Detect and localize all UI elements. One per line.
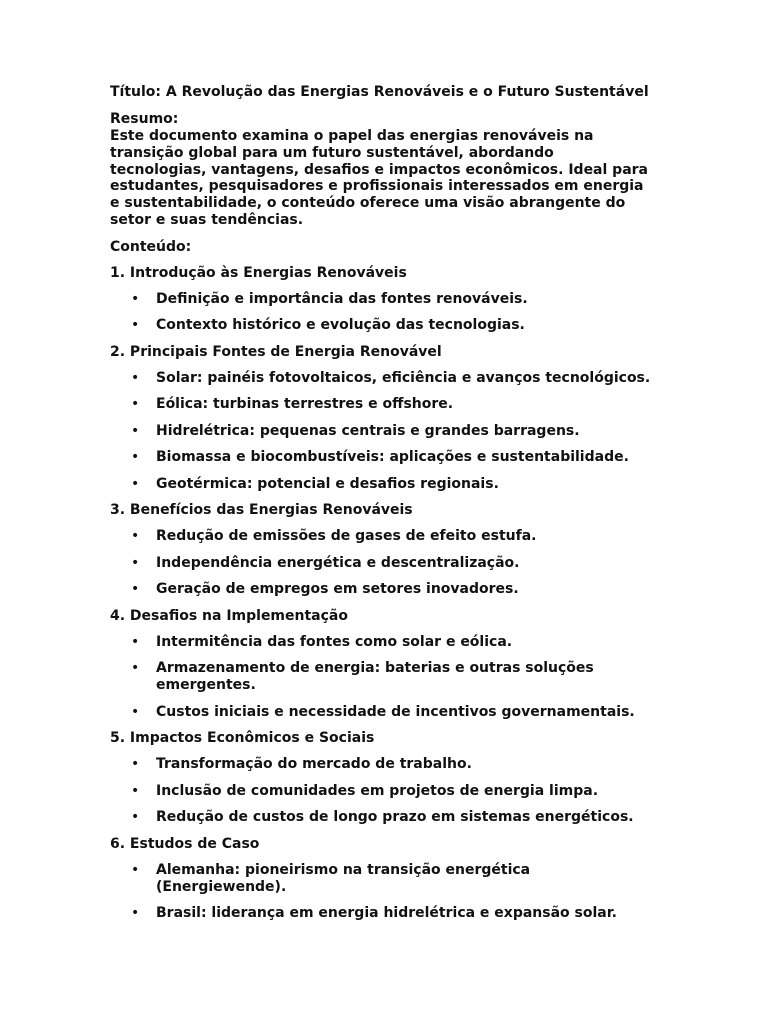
list-item-text: Biomassa e biocombustíveis: aplicações e sustentabilidade. [156, 449, 629, 466]
list-item [110, 660, 656, 694]
list-item-text: Geotérmica: potencial e desafios regionais. [156, 475, 499, 492]
bullet-icon: • [131, 782, 140, 799]
list-item [110, 423, 656, 440]
bullet-icon: • [131, 396, 140, 413]
list-item-text: Redução de emissões de gases de efeito estufa. [156, 528, 537, 545]
section-heading: 4. Desafios na Implementação [110, 607, 348, 624]
section-bullet-list [110, 528, 670, 598]
bullet-icon: • [131, 756, 140, 773]
bullet-icon: • [131, 290, 140, 307]
list-item [110, 528, 656, 545]
bullet-icon: • [131, 660, 140, 677]
bullet-icon: • [131, 861, 140, 878]
contents-label: Conteúdo: [110, 238, 192, 255]
list-item-text: Transformação do mercado de trabalho. [156, 756, 472, 773]
list-item [110, 476, 656, 493]
section-heading: 6. Estudos de Caso [110, 835, 260, 852]
bullet-icon: • [131, 633, 140, 650]
section-heading: 5. Impactos Econômicos e Sociais [110, 730, 375, 747]
list-item-text: Eólica: turbinas terrestres e offshore. [156, 396, 454, 413]
bullet-icon: • [131, 369, 140, 386]
list-item-text: Alemanha: pioneirismo na transição energética (Energiewende). [156, 861, 531, 895]
section-bullet-list [110, 291, 670, 335]
section-bullet-list [110, 370, 670, 493]
list-item-text: Definição e importância das fontes renováveis. [156, 290, 528, 307]
list-item-text: Hidrelétrica: pequenas centrais e grandes barragens. [156, 422, 580, 439]
list-item-text: Geração de empregos em setores inovadores. [156, 581, 519, 598]
list-item [110, 634, 656, 651]
list-item [110, 756, 656, 773]
list-item [110, 370, 656, 387]
list-item [110, 783, 656, 800]
section-heading: 3. Benefícios das Energias Renováveis [110, 502, 413, 519]
list-item-text: Redução de custos de longo prazo em sistemas energéticos. [156, 809, 634, 826]
list-item-text: Brasil: liderança em energia hidrelétrica e expansão solar. [156, 905, 617, 922]
list-item-text: Contexto histórico e evolução das tecnologias. [156, 317, 525, 334]
list-item-text: Custos iniciais e necessidade de incentivos governamentais. [156, 703, 635, 720]
list-item [110, 555, 656, 572]
section-heading: 1. Introdução às Energias Renováveis [110, 264, 407, 281]
list-item [110, 581, 656, 598]
list-item-text: Armazenamento de energia: baterias e outras soluções emergentes. [156, 660, 594, 694]
section-bullet-list [110, 756, 670, 826]
bullet-icon: • [131, 317, 140, 334]
list-item [110, 396, 656, 413]
section-bullet-list [110, 862, 670, 923]
document-title: Título: A Revolução das Energias Renováveis e o Futuro Sustentável [110, 84, 649, 100]
list-item-text: Inclusão de comunidades em projetos de energia limpa. [156, 782, 599, 799]
list-item [110, 291, 656, 308]
bullet-icon: • [131, 703, 140, 720]
list-item [110, 905, 656, 922]
list-item [110, 449, 656, 466]
abstract-label: Resumo: [110, 111, 179, 127]
bullet-icon: • [131, 905, 140, 922]
list-item [110, 704, 656, 721]
abstract-text: Este documento examina o papel das energias renováveis na transição global para um futuro sustentável, abordando tecnologias, vantagens, desafios e impactos econômicos. Ideal para estudantes, pesquisadores e profissionais interessados em energia e sustentabilidade, o conteúdo oferece uma visão abrangente do setor e suas tendências. [110, 128, 649, 228]
list-item-text: Independência energética e descentralização. [156, 554, 520, 571]
document-page [110, 83, 670, 932]
section-bullet-list [110, 634, 670, 721]
bullet-icon: • [131, 809, 140, 826]
list-item [110, 862, 656, 896]
bullet-icon: • [131, 581, 140, 598]
bullet-icon: • [131, 449, 140, 466]
bullet-icon: • [131, 528, 140, 545]
list-item [110, 809, 656, 826]
list-item-text: Solar: painéis fotovoltaicos, eficiência e avanços tecnológicos. [156, 369, 651, 386]
list-item-text: Intermitência das fontes como solar e eólica. [156, 633, 513, 650]
contents-sections [110, 265, 670, 923]
bullet-icon: • [131, 475, 140, 492]
section-heading: 2. Principais Fontes de Energia Renovável [110, 343, 442, 360]
bullet-icon: • [131, 554, 140, 571]
list-item [110, 317, 656, 334]
bullet-icon: • [131, 422, 140, 439]
